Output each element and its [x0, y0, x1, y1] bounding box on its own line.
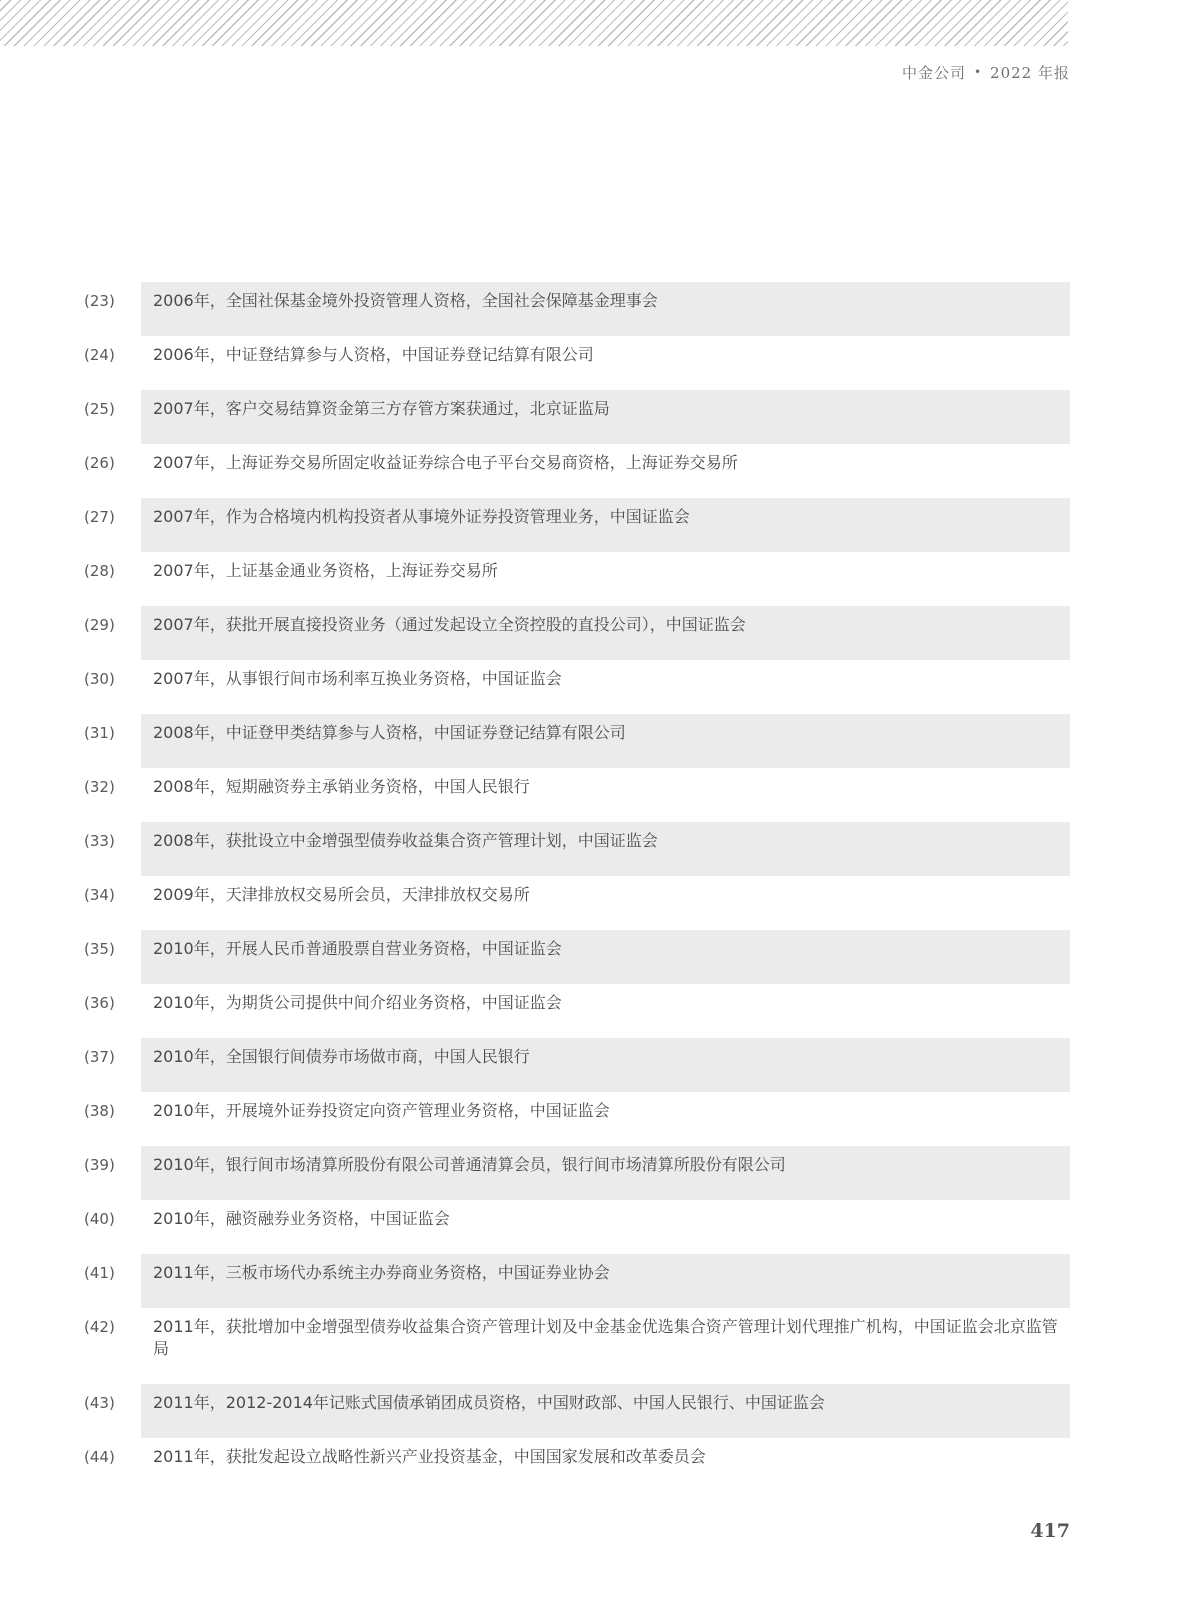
list-item: [84, 1384, 1070, 1438]
item-text: 2007年，上海证券交易所固定收益证券综合电子平台交易商资格，上海证券交易所: [153, 453, 738, 472]
item-text: 2007年，客户交易结算资金第三方存管方案获通过，北京证监局: [141, 390, 1070, 444]
item-text: 2010年，银行间市场清算所股份有限公司普通清算会员，银行间市场清算所股份有限公司: [141, 1146, 1070, 1200]
item-number: (29): [84, 616, 115, 634]
item-text: 2010年，开展人民币普通股票自营业务资格，中国证监会: [141, 930, 1070, 984]
item-text: 2011年，获批增加中金增强型债券收益集合资产管理计划及中金基金优选集合资产管理计划代理推广机构，中国证监会北京监管局: [153, 1317, 1058, 1358]
list-item: [84, 552, 1070, 606]
item-text: 2007年，上证基金通业务资格，上海证券交易所: [153, 561, 498, 580]
list-item: [84, 984, 1070, 1038]
item-number: (28): [84, 562, 115, 580]
item-number: (32): [84, 778, 115, 796]
list-item: [84, 1438, 1070, 1492]
company-name: 中金公司: [901, 64, 966, 82]
list-item: [84, 822, 1070, 876]
item-text: 2010年，融资融券业务资格，中国证监会: [153, 1209, 450, 1228]
list-item: [84, 606, 1070, 660]
list-item: [84, 768, 1070, 822]
item-number: (41): [84, 1264, 115, 1282]
item-text: 2011年，2012-2014年记账式国债承销团成员资格，中国财政部、中国人民银行、中国证监会: [141, 1384, 1070, 1438]
list-item: [84, 1092, 1070, 1146]
item-text: 2009年，天津排放权交易所会员，天津排放权交易所: [153, 885, 530, 904]
item-number: (30): [84, 670, 115, 688]
header-separator: •: [973, 65, 983, 79]
item-text: 2011年，三板市场代办系统主办券商业务资格，中国证券业协会: [141, 1254, 1070, 1308]
item-number: (38): [84, 1102, 115, 1120]
list-item: [84, 1200, 1070, 1254]
header-hatch-band: [0, 0, 1068, 46]
item-text: 2007年，从事银行间市场利率互换业务资格，中国证监会: [153, 669, 562, 688]
item-number: (26): [84, 454, 115, 472]
list-item: [84, 1146, 1070, 1200]
item-number: (23): [84, 292, 115, 310]
list-item: [84, 714, 1070, 768]
item-number: (43): [84, 1394, 115, 1412]
list-item: [84, 930, 1070, 984]
item-number: (24): [84, 346, 115, 364]
item-number: (27): [84, 508, 115, 526]
list-item: [84, 282, 1070, 336]
list-item: [84, 444, 1070, 498]
item-number: (36): [84, 994, 115, 1012]
item-text: 2008年，获批设立中金增强型债券收益集合资产管理计划，中国证监会: [141, 822, 1070, 876]
item-number: (44): [84, 1448, 115, 1466]
item-number: (25): [84, 400, 115, 418]
item-number: (42): [84, 1318, 115, 1336]
item-number: (39): [84, 1156, 115, 1174]
qualification-list: [84, 282, 1070, 1492]
page-number: 417: [1030, 1520, 1070, 1542]
item-text: 2008年，短期融资券主承销业务资格，中国人民银行: [153, 777, 530, 796]
list-item: [84, 498, 1070, 552]
list-item: [84, 660, 1070, 714]
report-header: [902, 62, 1070, 83]
item-text: 2010年，开展境外证券投资定向资产管理业务资格，中国证监会: [153, 1101, 610, 1120]
item-number: (40): [84, 1210, 115, 1228]
list-item: [84, 336, 1070, 390]
list-item: [84, 876, 1070, 930]
item-text: 2010年，为期货公司提供中间介绍业务资格，中国证监会: [153, 993, 562, 1012]
list-item: [84, 1254, 1070, 1308]
list-item: [84, 1308, 1070, 1384]
item-text: 2011年，获批发起设立战略性新兴产业投资基金，中国国家发展和改革委员会: [153, 1447, 706, 1466]
item-text: 2010年，全国银行间债券市场做市商，中国人民银行: [141, 1038, 1070, 1092]
item-number: (37): [84, 1048, 115, 1066]
item-text: 2008年，中证登甲类结算参与人资格，中国证券登记结算有限公司: [141, 714, 1070, 768]
item-number: (35): [84, 940, 115, 958]
item-text: 2007年，获批开展直接投资业务（通过发起设立全资控股的直投公司），中国证监会: [141, 606, 1070, 660]
item-number: (33): [84, 832, 115, 850]
list-item: [84, 390, 1070, 444]
item-text: 2006年，中证登结算参与人资格，中国证券登记结算有限公司: [153, 345, 594, 364]
item-text: 2007年，作为合格境内机构投资者从事境外证券投资管理业务，中国证监会: [141, 498, 1070, 552]
item-number: (34): [84, 886, 115, 904]
report-title: 2022 年报: [990, 64, 1070, 82]
list-item: [84, 1038, 1070, 1092]
item-text: 2006年，全国社保基金境外投资管理人资格，全国社会保障基金理事会: [141, 282, 1070, 336]
item-number: (31): [84, 724, 115, 742]
